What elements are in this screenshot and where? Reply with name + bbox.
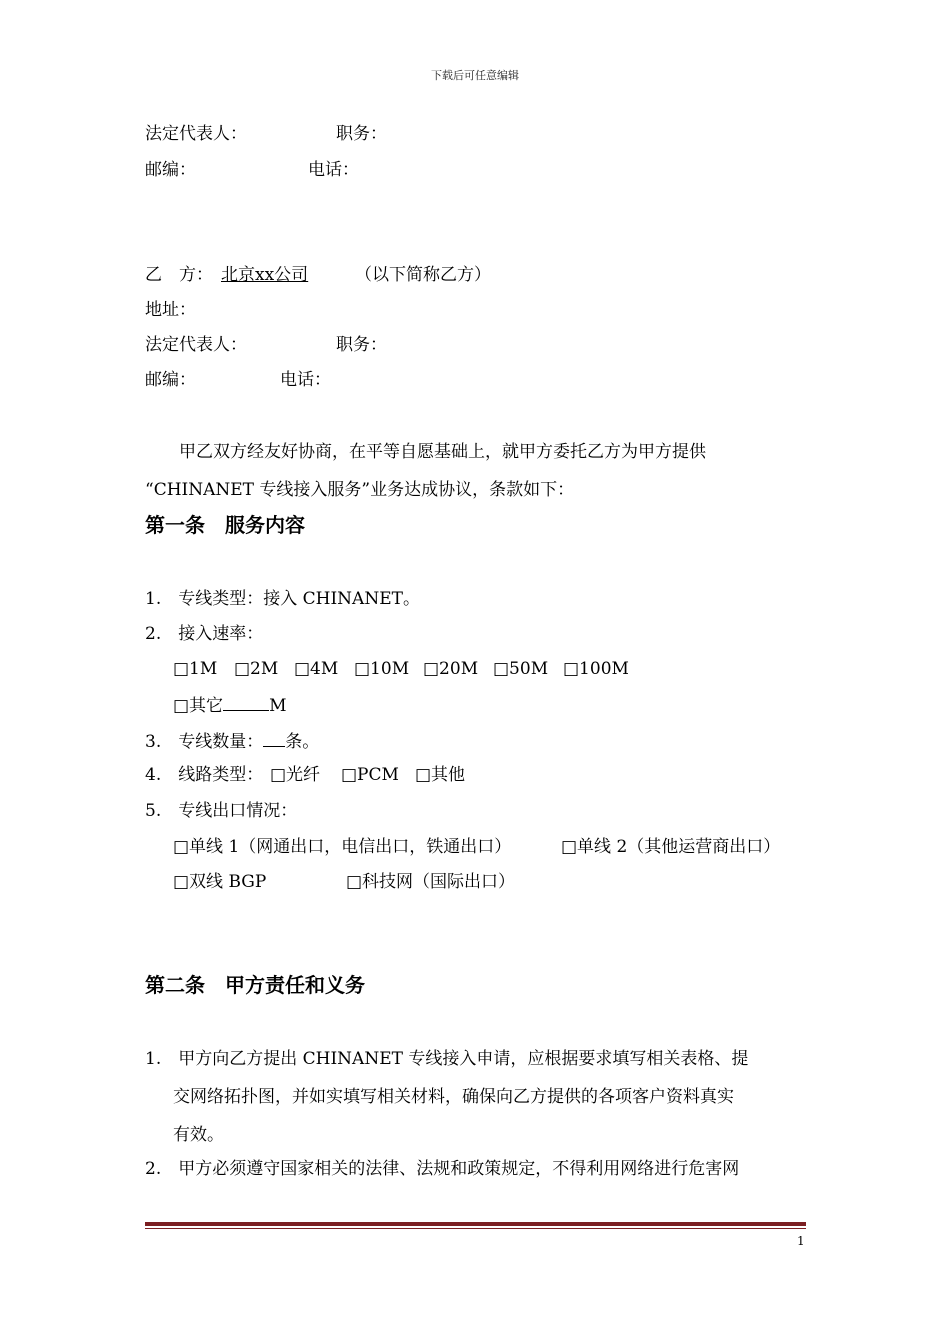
party-a-legal-rep-label: 法定代表人： <box>145 124 247 144</box>
party-b-legal-rep-label: 法定代表人： <box>145 335 247 355</box>
exit-option-dual-bgp[interactable]: □双线 BGP <box>173 872 267 892</box>
article-2-item-2-line-1: 2. 甲方必须遵守国家相关的法律、法规和政策规定，不得利用网络进行危害网 <box>145 1159 740 1179</box>
article-2-item-1-line-3: 有效。 <box>173 1125 224 1145</box>
footer-rule-thick <box>145 1222 806 1226</box>
speed-option-20m[interactable]: □20M <box>423 659 479 679</box>
speed-other-prefix: □其它 <box>173 696 224 716</box>
speed-option-1m[interactable]: □1M <box>173 659 218 679</box>
article-1-item-4: 4. 线路类型： <box>145 765 264 785</box>
line-type-pcm[interactable]: □PCM <box>341 765 399 785</box>
speed-option-100m[interactable]: □100M <box>563 659 629 679</box>
item-3-prefix: 3. 专线数量： <box>145 732 264 752</box>
party-b-company: 北京xx公司 <box>221 265 309 285</box>
party-b-position-label: 职务： <box>336 335 387 355</box>
article-1-title: 第一条 服务内容 <box>145 513 305 537</box>
party-b-label: 乙 方： <box>145 265 213 285</box>
intro-line-2: “CHINANET 专线接入服务”业务达成协议，条款如下： <box>145 480 575 500</box>
article-2-item-1-line-1: 1. 甲方向乙方提出 CHINANET 专线接入申请，应根据要求填写相关表格、提 <box>145 1049 749 1069</box>
article-1-item-2: 2. 接入速率： <box>145 624 264 644</box>
party-b-address-label: 地址： <box>145 300 196 320</box>
exit-option-single-1[interactable]: □单线 1（网通出口，电信出口，铁通出口） <box>173 837 512 857</box>
line-type-fiber[interactable]: □光纤 <box>270 765 321 785</box>
page-number: 1 <box>797 1234 805 1248</box>
speed-option-2m[interactable]: □2M <box>234 659 279 679</box>
item-3-suffix: 条。 <box>285 732 320 752</box>
speed-option-10m[interactable]: □10M <box>354 659 410 679</box>
article-1-item-1: 1. 专线类型：接入 CHINANET。 <box>145 589 420 609</box>
line-count-blank <box>263 730 285 747</box>
article-1-item-3 <box>145 730 319 752</box>
party-b-postcode-label: 邮编： <box>145 370 196 390</box>
intro-line-1: 甲乙双方经友好协商，在平等自愿基础上，就甲方委托乙方为甲方提供 <box>179 442 706 462</box>
article-1-item-5: 5. 专线出口情况： <box>145 801 298 821</box>
speed-option-4m[interactable]: □4M <box>294 659 339 679</box>
exit-option-single-2[interactable]: □单线 2（其他运营商出口） <box>561 837 781 857</box>
speed-option-other[interactable] <box>173 694 286 716</box>
speed-other-unit: M <box>269 696 287 716</box>
footer-rule-thin <box>145 1228 806 1229</box>
party-a-position-label: 职务： <box>336 124 387 144</box>
party-b-abbrev: （以下简称乙方） <box>355 265 491 285</box>
article-2-item-1-line-2: 交网络拓扑图，并如实填写相关材料，确保向乙方提供的各项客户资料真实 <box>173 1087 734 1107</box>
speed-option-50m[interactable]: □50M <box>493 659 549 679</box>
page-header: 下载后可任意编辑 <box>431 69 519 82</box>
party-b-phone-label: 电话： <box>280 370 331 390</box>
line-type-other[interactable]: □其他 <box>415 765 466 785</box>
party-a-postcode-label: 邮编： <box>145 160 196 180</box>
speed-other-blank <box>223 694 269 711</box>
exit-option-cstnet[interactable]: □科技网（国际出口） <box>346 872 516 892</box>
party-a-phone-label: 电话： <box>308 160 359 180</box>
article-2-title: 第二条 甲方责任和义务 <box>145 973 365 997</box>
